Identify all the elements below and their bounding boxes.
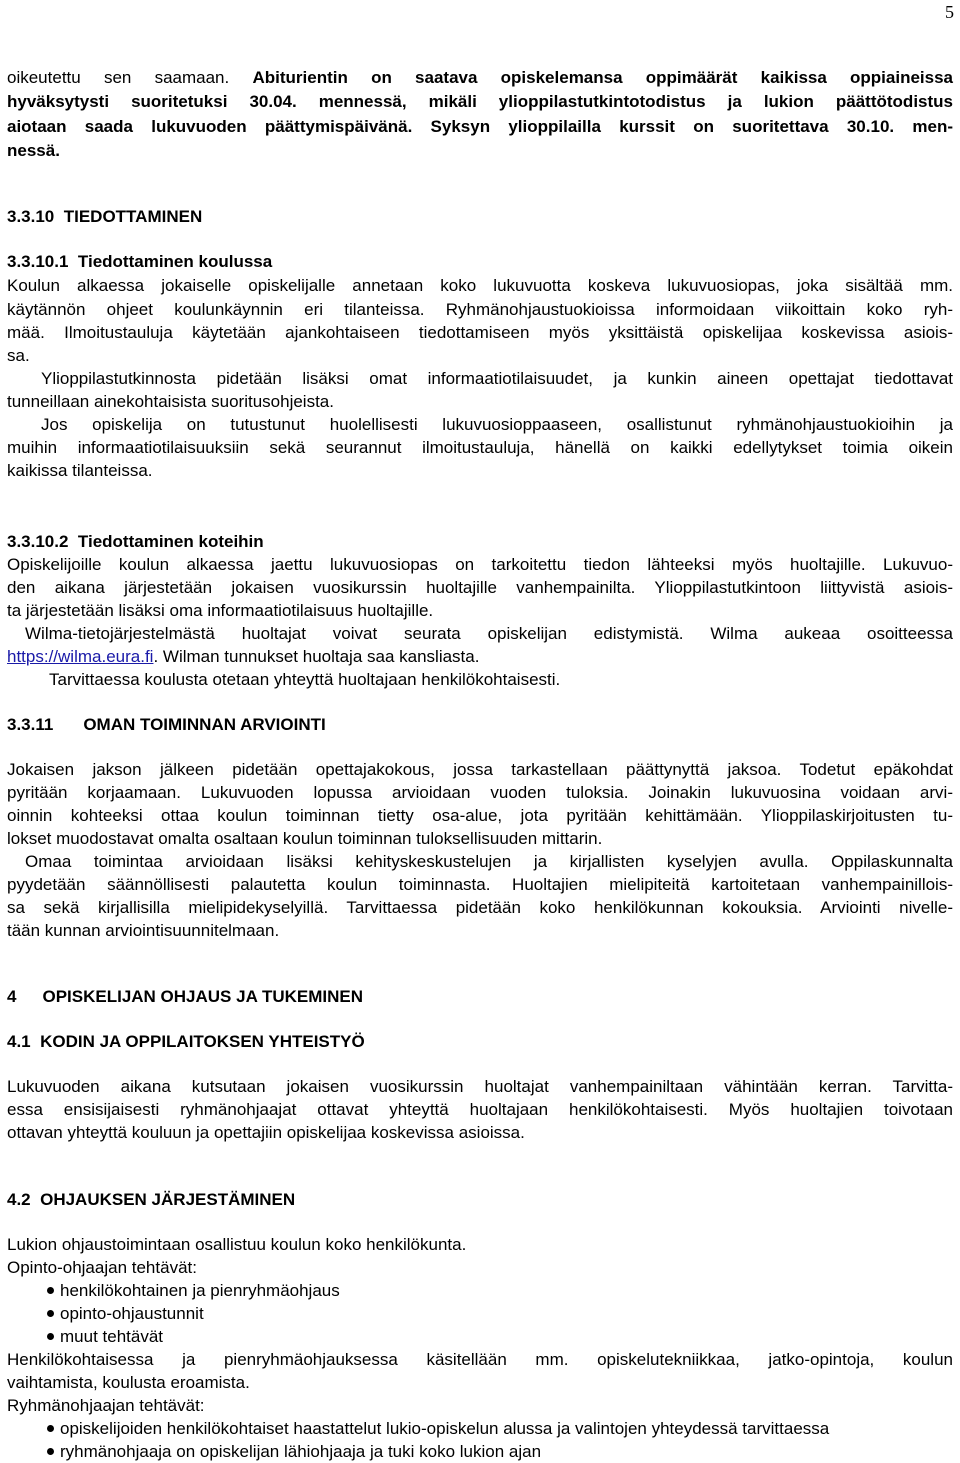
bullet-icon	[47, 1310, 54, 1317]
paragraph-line: Opiskelijoille koulun alkaessa jaettu lukuvuosiopas on tarkoitettu tiedon lähteeksi myös huoltajille. Lukuvuo-	[7, 555, 953, 574]
paragraph-line: Ylioppilastutkinnosta pidetään lisäksi omat informaatiotilaisuudet, ja kunkin aineen opettajat tiedottavat	[41, 369, 953, 388]
paragraph-line: Henkilökohtaisessa ja pienryhmäohjauksessa käsitellään mm. opiskelutekniikkaa, jatko-opintoja, koulun	[7, 1350, 953, 1369]
heading-title: OHJAUKSEN JÄRJESTÄMINEN	[40, 1190, 296, 1209]
bullet-icon	[47, 1287, 54, 1294]
list-item-text: muut tehtävät	[60, 1327, 164, 1346]
list-item-text: opiskelijoiden henkilökohtaiset haastattelut lukio-opiskelun alussa ja valintojen yhteydessä tarvittaessa	[60, 1419, 830, 1438]
page-number: 5	[945, 2, 954, 22]
paragraph-line: Lukuvuoden aikana kutsutaan jokaisen vuosikurssin huoltajat vanhempainiltaan vähintään kerran. Tarvitta-	[7, 1077, 953, 1096]
paragraph-line: Ryhmänohjaajan tehtävät:	[7, 1396, 205, 1415]
intro-bold-text: Abiturientin on saatava opiskelemansa oppimäärät kaikissa oppiaineissa	[252, 68, 954, 87]
paragraph-line: vaihtamista, koulusta eroamista.	[7, 1373, 250, 1392]
paragraph-line: pyritään korjaamaan. Lukuvuoden lopussa arvioidaan vuoden tuloksia. Joinakin lukuvuosina voidaan arvi-	[7, 783, 953, 802]
heading-title: TIEDOTTAMINEN	[63, 207, 203, 226]
bullet-icon	[47, 1425, 54, 1432]
paragraph-line: Opinto-ohjaajan tehtävät:	[7, 1258, 197, 1277]
paragraph-line: sa.	[7, 346, 30, 365]
paragraph-line: mää. Ilmoitustauluja käytetään ajankohtaiseen tiedottamiseen myös yksittäistä opiskelijaa koskevissa asiois-	[7, 323, 953, 342]
heading-number: 4	[7, 987, 17, 1006]
heading-3-3-10	[7, 205, 953, 228]
paragraph-line: Omaa toimintaa arvioidaan lisäksi kehityskeskustelujen ja kirjallisten kyselyjen avulla. Oppilaskunnalta	[25, 852, 953, 871]
heading-4-2	[7, 1188, 953, 1211]
paragraph-line: tunneillaan ainekohtaisista suoritusohjeista.	[7, 392, 334, 411]
paragraph-line: ta järjestetään lisäksi oma informaatiotilaisuus huoltajille.	[7, 601, 434, 620]
paragraph-line: sa sekä kirjallisilla mielipidekyselyillä. Tarvittaessa pidetään koko henkilökunnan kokouksia. Arviointi nivelle-	[7, 898, 953, 917]
bullet-icon	[47, 1448, 54, 1455]
heading-title: Tiedottaminen koulussa	[77, 252, 273, 271]
paragraph-line	[7, 645, 953, 668]
intro-line-3: aiotaan saada lukuvuoden päättymispäivänä. Syksyn ylioppilailla kurssit on suoritettava 30.10. men-	[7, 117, 953, 136]
heading-number: 4.2	[7, 1190, 31, 1209]
list-item-text: henkilökohtainen ja pienryhmäohjaus	[60, 1281, 340, 1300]
heading-number: 3.3.11	[7, 715, 54, 734]
list-item-text: opinto-ohjaustunnit	[60, 1304, 204, 1323]
paragraph-line: den aikana järjestetään jokaisen vuosikurssin huoltajille vanhempainilta. Ylioppilastutkintoon liittyvistä asiois-	[7, 578, 953, 597]
list-item	[60, 1279, 340, 1302]
paragraph-line: pyydetään säännöllisesti palautetta koulun toiminnasta. Huoltajien mielipiteitä kartoitetaan vanhempainillois-	[7, 875, 953, 894]
list-item	[60, 1325, 163, 1348]
heading-title: KODIN JA OPPILAITOKSEN YHTEISTYÖ	[40, 1032, 365, 1051]
paragraph-line: kaikissa tilanteissa.	[7, 461, 153, 480]
paragraph-line: Koulun alkaessa jokaiselle opiskelijalle annetaan koko lukuvuotta koskeva lukuvuosiopas, joka sisältää mm.	[7, 276, 953, 295]
heading-title: Tiedottaminen koteihin	[77, 532, 264, 551]
paragraph-line: Wilma-tietojärjestelmästä huoltajat voivat seurata opiskelijan edistymistä. Wilma aukeaa osoitteessa	[25, 624, 953, 643]
list-item	[60, 1417, 829, 1440]
heading-number: 3.3.10.1	[7, 252, 69, 271]
paragraph-line: oinnin kohteeksi ottaa koulun toiminnan tietty osa-alue, jota pyritään kehittämään. Ylioppilaskirjoitusten tu-	[7, 806, 953, 825]
list-item	[60, 1302, 204, 1325]
paragraph-line: Jokaisen jakson jälkeen pidetään opettajakokous, jossa tarkastellaan päättynyttä jaksoa. Todetut epäkohdat	[7, 760, 953, 779]
heading-3-3-10-2	[7, 530, 953, 553]
intro-line-4: nessä.	[7, 141, 60, 160]
paragraph-line: muihin informaatiotilaisuuksiin sekä seurannut ilmoitustauluja, hänellä on kaikki edellytykset toimia oikein	[7, 438, 953, 457]
paragraph-line: Tarvittaessa koulusta otetaan yhteyttä huoltajaan henkilökohtaisesti.	[49, 670, 561, 689]
heading-4-1	[7, 1030, 953, 1053]
bullet-icon	[47, 1333, 54, 1340]
heading-4	[7, 985, 953, 1008]
paragraph-line: Jos opiskelija on tutustunut huolellisesti lukuvuosioppaaseen, osallistunut ryhmänohjaustuokioihin ja	[41, 415, 953, 434]
paragraph-line: tään kunnan arviointisuunnitelmaan.	[7, 921, 280, 940]
paragraph-line: Lukion ohjaustoimintaan osallistuu koulun koko henkilökunta.	[7, 1235, 467, 1254]
paragraph-line: lokset muodostavat omalta osaltaan koulun toiminnan tuloksellisuuden mittarin.	[7, 829, 603, 848]
intro-line-1	[7, 66, 953, 89]
intro-line-2: hyväksytysti suoritetuksi 30.04. mennessä, mikäli ylioppilastutkintotodistus ja lukion päättötodistus	[7, 92, 953, 111]
paragraph-text: . Wilman tunnukset huoltaja saa kansliasta.	[153, 647, 480, 666]
heading-title: OPISKELIJAN OHJAUS JA TUKEMINEN	[42, 987, 363, 1006]
heading-title: OMAN TOIMINNAN ARVIOINTI	[83, 715, 326, 734]
intro-text: oikeutettu sen saamaan.	[7, 68, 230, 87]
heading-3-3-10-1	[7, 250, 953, 273]
paragraph-line: ottavan yhteyttä kouluun ja opettajiin opiskelijaa koskevissa asioissa.	[7, 1123, 525, 1142]
list-item-text: ryhmänohjaaja on opiskelijan lähiohjaaja ja tuki koko lukion ajan	[60, 1442, 542, 1461]
paragraph-line: essa ensisijaisesti ryhmänohjaajat ottavat yhteyttä huoltajaan henkilökohtaisesti. Myös huoltajien toivotaan	[7, 1100, 953, 1119]
heading-number: 3.3.10.2	[7, 532, 69, 551]
paragraph-line: käytännön ohjeet koulunkäynnin eri tilanteissa. Ryhmänohjaustuokioissa informoidaan viikoittain koko ryh-	[7, 300, 953, 319]
heading-number: 4.1	[7, 1032, 31, 1051]
heading-number: 3.3.10	[7, 207, 55, 226]
heading-3-3-11	[7, 713, 953, 736]
wilma-link[interactable]: https://wilma.eura.fi	[7, 647, 154, 666]
